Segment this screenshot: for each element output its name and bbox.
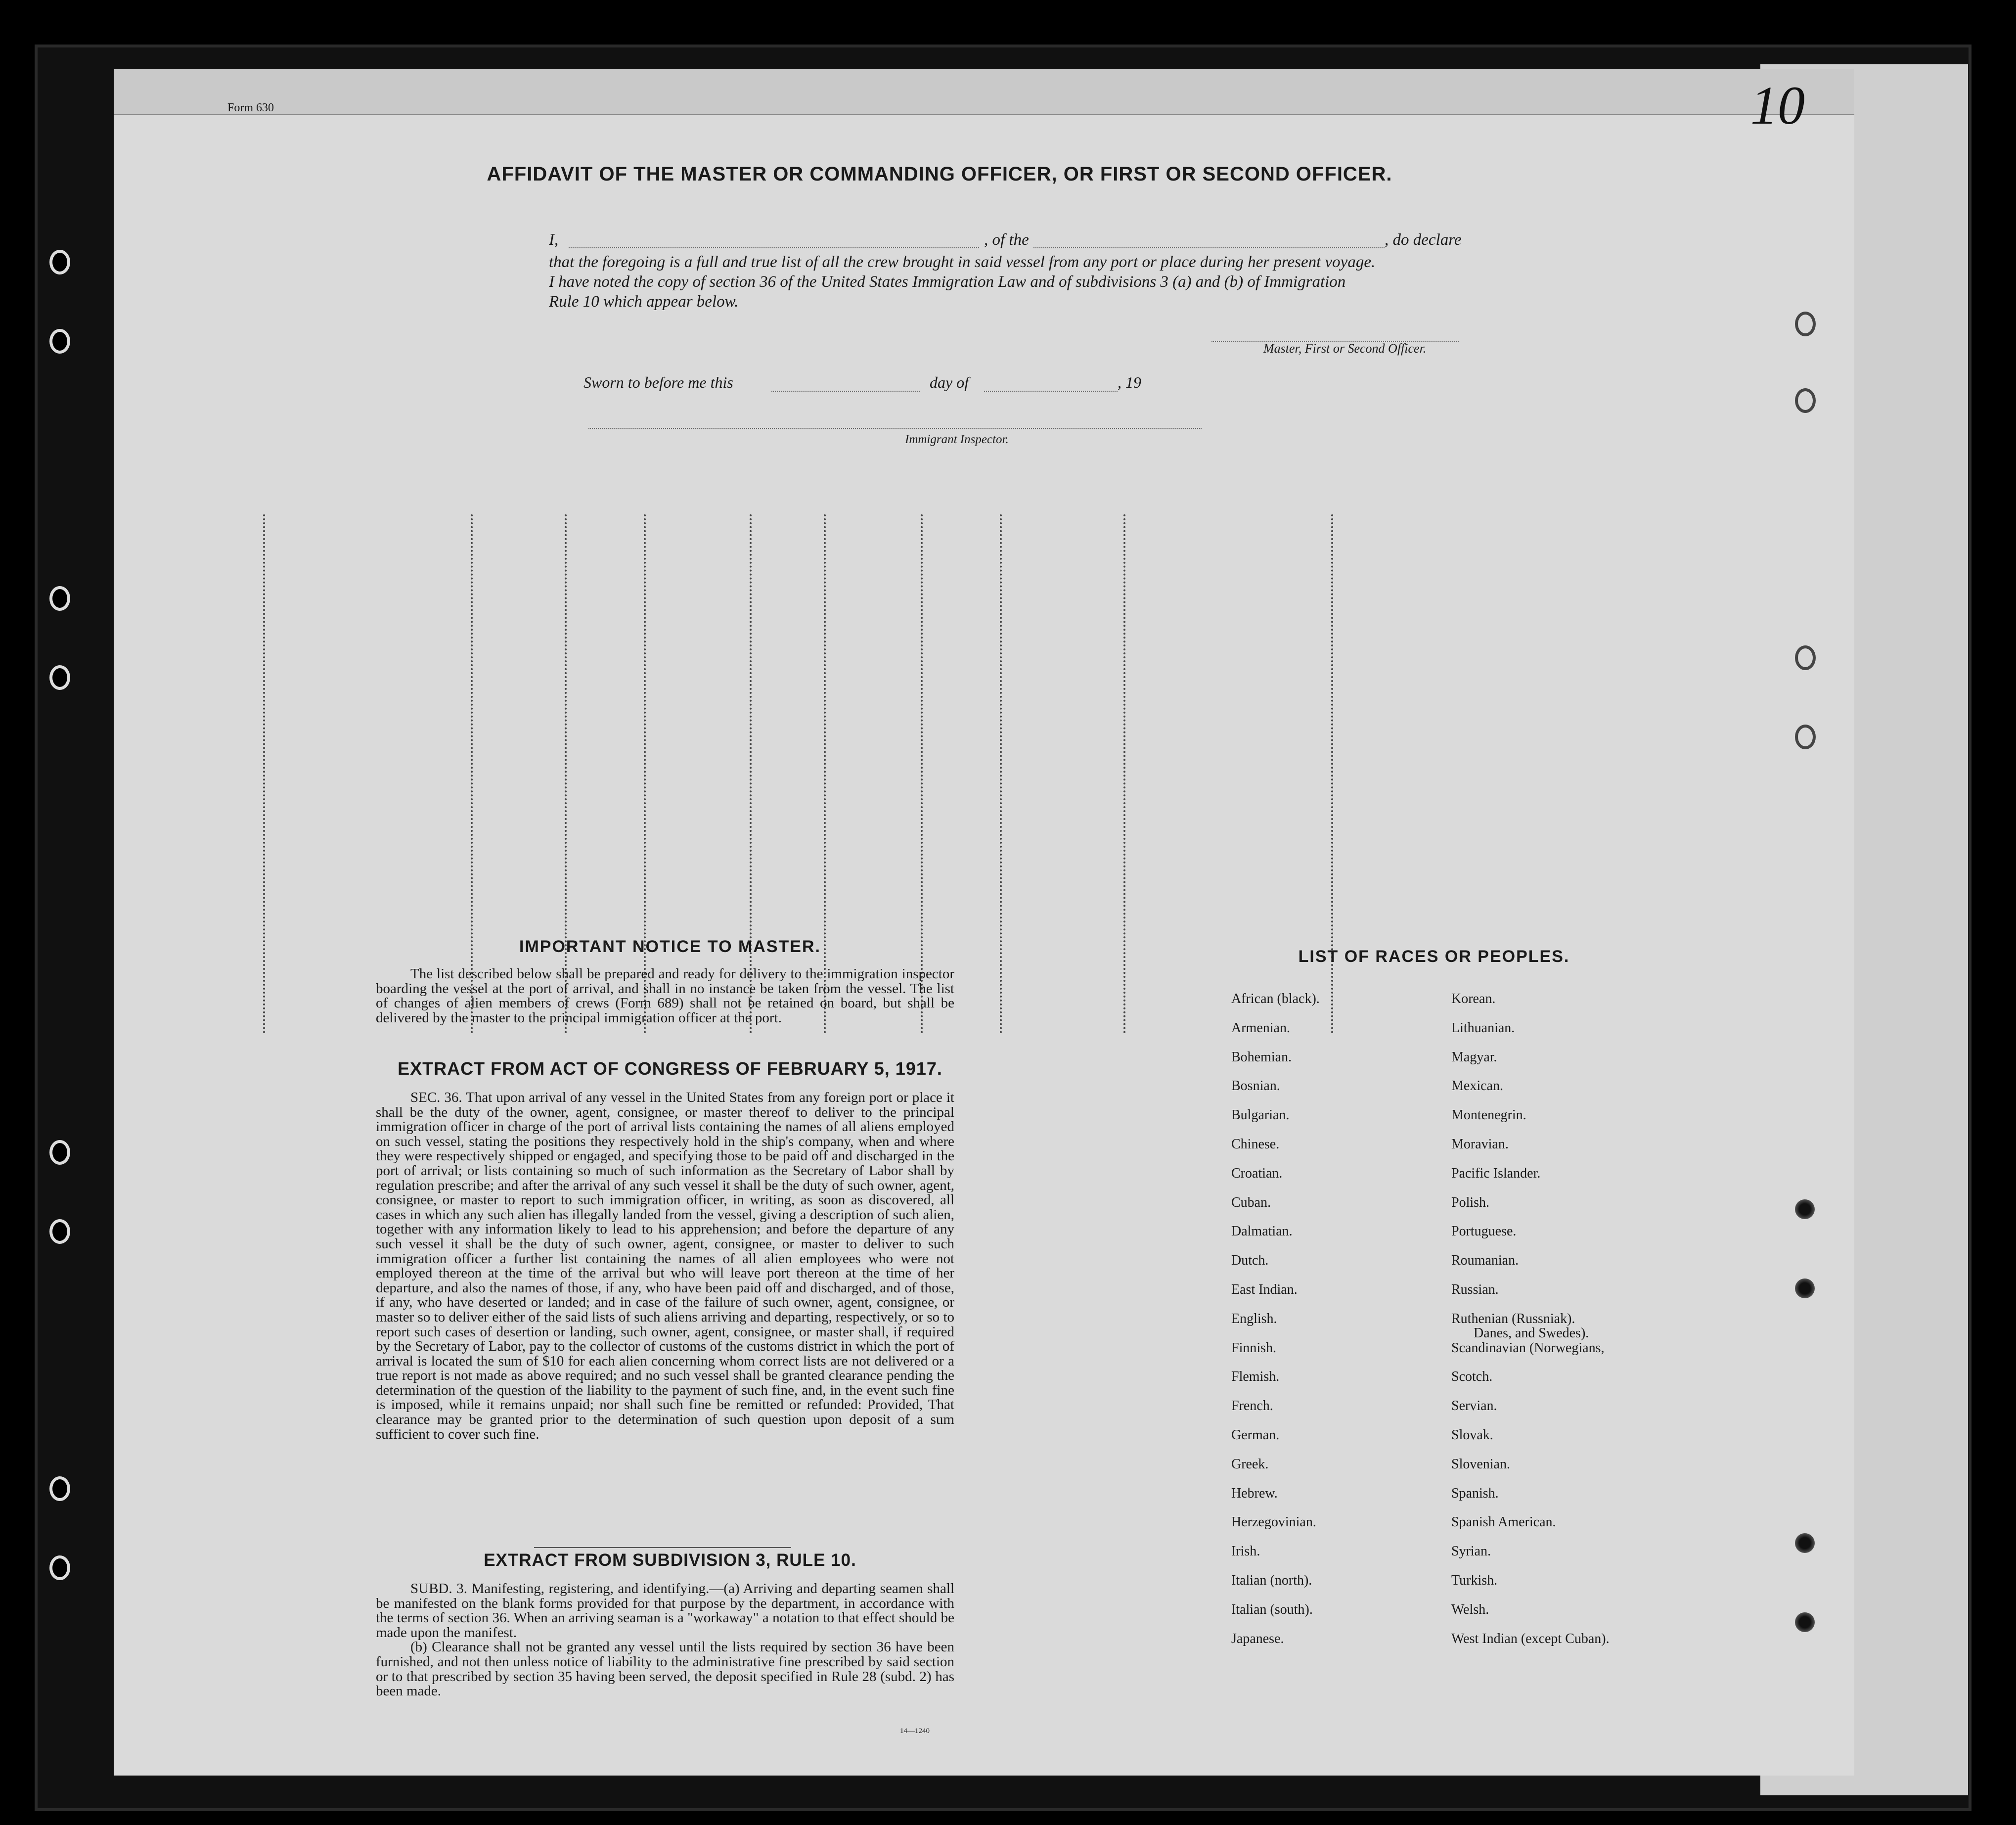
binder-hole	[49, 1140, 70, 1165]
binder-hole	[49, 1219, 70, 1244]
binder-hole	[1795, 1533, 1815, 1553]
binder-hole	[49, 1555, 70, 1580]
binder-hole	[1795, 645, 1816, 670]
binder-hole	[1795, 1199, 1815, 1219]
affidavit-line-1	[549, 230, 1548, 250]
race-item: Turkish.	[1451, 1573, 1498, 1588]
race-item: Scandinavian (Norwegians,	[1451, 1340, 1605, 1356]
notice-title: IMPORTANT NOTICE TO MASTER.	[519, 937, 821, 956]
race-item: Polish.	[1451, 1194, 1490, 1210]
race-item: Slovak.	[1451, 1427, 1493, 1443]
master-signature-label: Master, First or Second Officer.	[1263, 341, 1427, 356]
race-item: Hebrew.	[1231, 1485, 1278, 1501]
race-item: Chinese.	[1231, 1137, 1280, 1152]
notice-text: The list described below shall be prepared and ready for delivery to the immigration inspector boarding the vessel at the port of arrival, and shall in no instance be taken from the vessel. The list of changes of alien members of crews (Form 689) shall not be retained on board, but shall be delivered by the master to the principal immigration officer at the port.	[376, 966, 954, 1026]
affidavit-line-2: that the foregoing is a full and true list of all the crew brought in said vessel from any port or place during her present voyage.	[549, 253, 1376, 271]
race-item: Armenian.	[1231, 1020, 1290, 1036]
subdivision-3-para-b: (b) Clearance shall not be granted any vessel until the lists required by section 36 have been furnished, and not then unless notice of liability to the administrative fine prescribed by said section or to that prescribed by section 35 having been served, the deposit specified in Rule 28 (subd. 2) has been made.	[376, 1639, 954, 1699]
race-item: Servian.	[1451, 1398, 1497, 1414]
race-item: Mexican.	[1451, 1078, 1503, 1094]
race-item: Greek.	[1231, 1456, 1269, 1472]
month-blank	[984, 391, 1118, 392]
binder-hole	[1795, 388, 1816, 413]
binder-hole	[49, 665, 70, 690]
race-item: Welsh.	[1451, 1601, 1489, 1617]
race-item: Russian.	[1451, 1282, 1499, 1297]
sworn-line	[583, 373, 1177, 393]
affidavit-title: AFFIDAVIT OF THE MASTER OR COMMANDING OFFICER, OR FIRST OR SECOND OFFICER.	[487, 163, 1392, 185]
form-print-code: 14—1240	[900, 1727, 930, 1735]
vessel-blank	[1033, 247, 1385, 248]
section-36-text	[376, 1091, 954, 1442]
notice-body	[376, 967, 954, 1025]
race-item: English.	[1231, 1311, 1277, 1326]
race-item: Montenegrin.	[1451, 1107, 1526, 1123]
rule-extract-title: EXTRACT FROM SUBDIVISION 3, RULE 10.	[484, 1551, 856, 1570]
section-36-body: SEC. 36. That upon arrival of any vessel in the United States from any foreign port or place it shall be the duty of the owner, agent, consignee, or master thereof to deliver to the principal immigration officer in charge of the port of arrival lists containing the names of all aliens employed on such vessel, stating the positions they respectively hold in the ship's company, when and where they were respectively shipped or engaged, and specifying those to be paid off and discharged in the port of arrival; or lists containing so much of such information as the Secretary of Labor shall by regulation prescribe; and after the arrival of any such vessel it shall be the duty of such owner, agent, consignee, or master to report to such immigration officer, in writing, as soon as discovered, all cases in which any such alien has illegally landed from the vessel, giving a description of such alien, together with any information likely to lead to his apprehension; and before the departure of any such vessel it shall be the duty of such owner, agent, consignee, or master to deliver to such immigration officer a further list containing the names of all alien employees who were not employed thereon at the time of the arrival but who will leave port thereon at the time of her departure, and also the names of those, if any, who have been paid off and discharged, and of those, if any, who have deserted or landed; and in case of the failure of such owner, agent, consignee, or master so to deliver either of the said lists of such aliens arriving and departing, respectively, or so to report such cases of desertion or landing, such owner, agent, consignee, or master shall, if required by the Secretary of Labor, pay to the collector of customs of the customs district in which the port of arrival is located the sum of $10 for each alien concerning whom correct lists are not delivered or a true report is not made as above required; and no such vessel shall be granted clearance pending the determination of the question of the liability to the payment of such fine, and, in the event such fine is imposed, while it remains unpaid; nor shall such fine be remitted or refunded: Provided, That clearance may be granted prior to the determination of such question upon deposit of a sum sufficient to cover such fine.	[376, 1090, 954, 1442]
race-item: Italian (south).	[1231, 1601, 1313, 1617]
race-item: Pacific Islander.	[1451, 1165, 1541, 1181]
act-extract-title: EXTRACT FROM ACT OF CONGRESS OF FEBRUARY 5, 1917.	[398, 1058, 942, 1079]
race-item: West Indian (except Cuban).	[1451, 1631, 1610, 1646]
column-line	[263, 514, 265, 1034]
race-item: Magyar.	[1451, 1049, 1497, 1065]
form-number: Form 630	[227, 101, 274, 114]
race-item: Ruthenian (Russniak).	[1451, 1311, 1575, 1326]
race-item: German.	[1231, 1427, 1280, 1443]
binder-hole	[1795, 1612, 1815, 1632]
binder-hole	[1795, 725, 1816, 749]
affidavit-i: I,	[549, 231, 559, 249]
affidavit-line-4: Rule 10 which appear below.	[549, 293, 739, 311]
race-item: Danes, and Swedes).	[1474, 1325, 1589, 1341]
form-sheet	[114, 69, 1854, 1776]
race-item: Dutch.	[1231, 1253, 1269, 1269]
binder-hole	[1795, 1278, 1815, 1298]
binder-hole	[49, 250, 70, 274]
subdivision-3-para-a: SUBD. 3. Manifesting, registering, and identifying.—(a) Arriving and departing seamen shall be manifested on the blank forms provided for that purpose by the department, in accordance with the terms of section 36. When an arriving seaman is a "workaway" a notation to that effect should be made upon the manifest.	[376, 1581, 954, 1641]
column-line	[1000, 514, 1002, 1034]
form-top-strip	[114, 69, 1854, 115]
race-item: Italian (north).	[1231, 1573, 1312, 1588]
sworn-label: Sworn to before me this	[583, 373, 733, 391]
affidavit-do-declare: , do declare	[1385, 231, 1462, 249]
race-item: Bohemian.	[1231, 1049, 1292, 1065]
race-item: Bosnian.	[1231, 1078, 1280, 1094]
race-item: Japanese.	[1231, 1631, 1284, 1646]
race-item: Moravian.	[1451, 1137, 1509, 1152]
race-item: African (black).	[1231, 991, 1320, 1006]
races-title: LIST OF RACES OR PEOPLES.	[1298, 947, 1570, 966]
race-item: Bulgarian.	[1231, 1107, 1290, 1123]
affidavit-of-the: , of the	[984, 231, 1029, 249]
race-item: Lithuanian.	[1451, 1020, 1515, 1036]
affidavit-line-3: I have noted the copy of section 36 of the United States Immigration Law and of subdivisions 3 (a) and (b) of Immigration	[549, 273, 1346, 291]
race-item: Portuguese.	[1451, 1224, 1517, 1239]
column-line	[1123, 514, 1125, 1034]
race-item: Slovenian.	[1451, 1456, 1510, 1472]
race-item: Irish.	[1231, 1544, 1260, 1559]
subdivision-3-text	[376, 1582, 954, 1699]
day-blank	[771, 391, 920, 392]
binder-hole	[49, 586, 70, 611]
day-of-label: day of	[930, 373, 969, 391]
binder-hole	[49, 329, 70, 354]
race-item: Herzegovinian.	[1231, 1514, 1316, 1530]
race-item: Syrian.	[1451, 1544, 1491, 1559]
race-item: Spanish American.	[1451, 1514, 1556, 1530]
inspector-label: Immigrant Inspector.	[905, 433, 1009, 446]
race-item: Cuban.	[1231, 1194, 1271, 1210]
inspector-signature-line	[588, 428, 1202, 429]
race-item: East Indian.	[1231, 1282, 1298, 1297]
binder-hole	[49, 1476, 70, 1501]
race-item: Roumanian.	[1451, 1253, 1519, 1269]
year-label: , 19	[1118, 373, 1141, 391]
sheet-number: 10	[1750, 75, 1805, 136]
binder-hole	[1795, 312, 1816, 336]
race-item: French.	[1231, 1398, 1273, 1414]
race-item: Croatian.	[1231, 1165, 1283, 1181]
name-blank	[569, 247, 979, 248]
separator-rule	[534, 1547, 791, 1548]
race-item: Flemish.	[1231, 1369, 1280, 1385]
race-item: Korean.	[1451, 991, 1496, 1006]
race-item: Finnish.	[1231, 1340, 1277, 1356]
race-item: Dalmatian.	[1231, 1224, 1293, 1239]
race-item: Scotch.	[1451, 1369, 1493, 1385]
race-item: Spanish.	[1451, 1485, 1499, 1501]
